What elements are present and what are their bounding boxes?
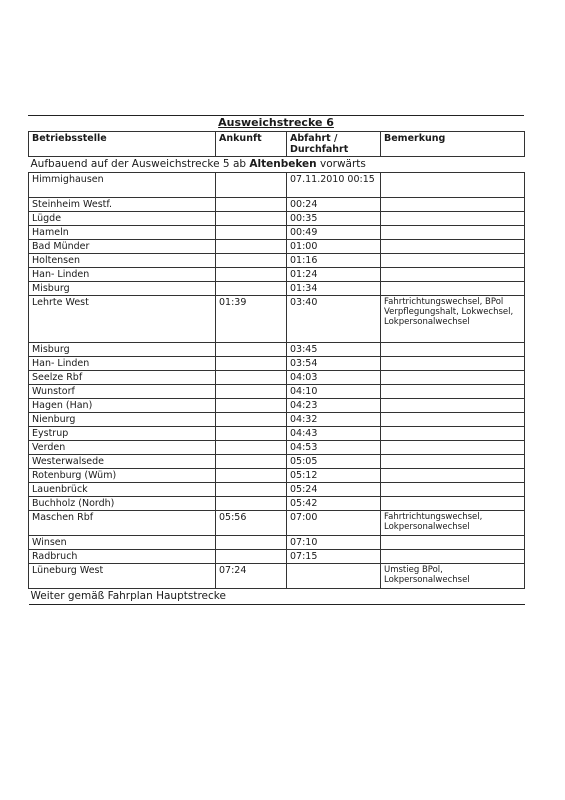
departure-cell: 07.11.2010 00:15 [287, 173, 381, 198]
station-cell: Wunstorf [29, 385, 216, 399]
table-row [29, 497, 525, 511]
table-row [29, 483, 525, 497]
station-cell: Han- Linden [29, 357, 216, 371]
remark-cell [381, 497, 525, 511]
station-cell: Nienburg [29, 413, 216, 427]
remark-cell [381, 455, 525, 469]
departure-cell: 04:10 [287, 385, 381, 399]
remark-cell [381, 357, 525, 371]
station-cell: Seelze Rbf [29, 371, 216, 385]
arrival-cell [216, 371, 287, 385]
arrival-cell [216, 413, 287, 427]
remark-cell [381, 427, 525, 441]
remark-cell [381, 212, 525, 226]
table-row [29, 343, 525, 357]
arrival-cell [216, 455, 287, 469]
table-row [29, 282, 525, 296]
remark-cell [381, 469, 525, 483]
arrival-cell [216, 268, 287, 282]
remark-cell [381, 550, 525, 564]
station-cell: Rotenburg (Wüm) [29, 469, 216, 483]
station-cell: Westerwalsede [29, 455, 216, 469]
station-cell: Eystrup [29, 427, 216, 441]
remark-cell [381, 483, 525, 497]
intro-text [29, 157, 525, 173]
departure-cell: 01:16 [287, 254, 381, 268]
table-row [29, 511, 525, 536]
remark-cell: Umstieg BPol, Lokpersonalwechsel [381, 564, 525, 589]
station-cell: Lügde [29, 212, 216, 226]
arrival-cell [216, 483, 287, 497]
departure-cell: 07:00 [287, 511, 381, 536]
arrival-cell: 01:39 [216, 296, 287, 343]
table-row [29, 173, 525, 198]
table-row [29, 198, 525, 212]
arrival-cell [216, 441, 287, 455]
departure-cell: 04:32 [287, 413, 381, 427]
intro-place: Altenbeken [249, 158, 317, 170]
station-cell: Han- Linden [29, 268, 216, 282]
intro-row [29, 157, 525, 173]
station-cell: Lauenbrück [29, 483, 216, 497]
station-cell: Maschen Rbf [29, 511, 216, 536]
station-cell: Himmighausen [29, 173, 216, 198]
arrival-cell [216, 427, 287, 441]
departure-cell: 05:24 [287, 483, 381, 497]
remark-cell [381, 343, 525, 357]
station-cell: Steinheim Westf. [29, 198, 216, 212]
table-row [29, 357, 525, 371]
arrival-cell [216, 173, 287, 198]
remark-cell [381, 240, 525, 254]
departure-cell: 07:10 [287, 536, 381, 550]
departure-cell: 03:40 [287, 296, 381, 343]
arrival-cell [216, 343, 287, 357]
station-cell: Radbruch [29, 550, 216, 564]
table-row [29, 254, 525, 268]
arrival-cell: 07:24 [216, 564, 287, 589]
remark-cell [381, 226, 525, 240]
arrival-cell [216, 550, 287, 564]
remark-cell [381, 198, 525, 212]
arrival-cell [216, 282, 287, 296]
station-cell: Misburg [29, 282, 216, 296]
departure-cell: 04:53 [287, 441, 381, 455]
table-row [29, 413, 525, 427]
arrival-cell [216, 212, 287, 226]
remark-cell: Fahrtrichtungswechsel, Lokpersonalwechsel [381, 511, 525, 536]
departure-cell: 04:43 [287, 427, 381, 441]
station-cell: Winsen [29, 536, 216, 550]
departure-cell: 03:45 [287, 343, 381, 357]
table-row [29, 385, 525, 399]
remark-cell [381, 399, 525, 413]
document-title: Ausweichstrecke 6 [28, 115, 524, 131]
departure-cell: 03:54 [287, 357, 381, 371]
departure-cell: 01:34 [287, 282, 381, 296]
header-arrival: Ankunft [216, 132, 287, 157]
remark-cell [381, 282, 525, 296]
arrival-cell [216, 198, 287, 212]
intro-prefix: Aufbauend auf der Ausweichstrecke 5 ab [30, 158, 250, 170]
arrival-cell [216, 497, 287, 511]
table-row [29, 212, 525, 226]
station-cell: Misburg [29, 343, 216, 357]
remark-cell: Fahrtrichtungswechsel, BPol Verpflegungshalt, Lokwechsel, Lokpersonalwechsel [381, 296, 525, 343]
departure-cell [287, 564, 381, 589]
departure-cell: 00:35 [287, 212, 381, 226]
remark-cell [381, 254, 525, 268]
table-row [29, 268, 525, 282]
station-cell: Bad Münder [29, 240, 216, 254]
arrival-cell [216, 254, 287, 268]
departure-cell: 00:49 [287, 226, 381, 240]
departure-cell: 04:03 [287, 371, 381, 385]
remark-cell [381, 173, 525, 198]
table-row [29, 536, 525, 550]
table-row [29, 469, 525, 483]
arrival-cell: 05:56 [216, 511, 287, 536]
arrival-cell [216, 240, 287, 254]
remark-cell [381, 371, 525, 385]
timetable-sheet [28, 115, 524, 605]
arrival-cell [216, 385, 287, 399]
table-row [29, 455, 525, 469]
header-departure: Abfahrt / Durchfahrt [287, 132, 381, 157]
table-row [29, 226, 525, 240]
timetable [28, 131, 525, 605]
station-cell: Lehrte West [29, 296, 216, 343]
station-cell: Hameln [29, 226, 216, 240]
station-cell: Verden [29, 441, 216, 455]
arrival-cell [216, 226, 287, 240]
header-remark: Bemerkung [381, 132, 525, 157]
arrival-cell [216, 469, 287, 483]
station-cell: Lüneburg West [29, 564, 216, 589]
table-row [29, 550, 525, 564]
header-station: Betriebsstelle [29, 132, 216, 157]
station-cell: Hagen (Han) [29, 399, 216, 413]
intro-suffix: vorwärts [316, 158, 366, 170]
table-row [29, 441, 525, 455]
remark-cell [381, 268, 525, 282]
arrival-cell [216, 399, 287, 413]
table-row [29, 427, 525, 441]
header-row [29, 132, 525, 157]
table-row [29, 371, 525, 385]
remark-cell [381, 441, 525, 455]
remark-cell [381, 385, 525, 399]
station-cell: Buchholz (Nordh) [29, 497, 216, 511]
station-cell: Holtensen [29, 254, 216, 268]
remark-cell [381, 536, 525, 550]
table-row [29, 564, 525, 589]
footer-row [29, 589, 525, 605]
departure-cell: 05:05 [287, 455, 381, 469]
table-row [29, 296, 525, 343]
departure-cell: 05:42 [287, 497, 381, 511]
departure-cell: 05:12 [287, 469, 381, 483]
arrival-cell [216, 536, 287, 550]
footer-text: Weiter gemäß Fahrplan Hauptstrecke [29, 589, 525, 605]
departure-cell: 00:24 [287, 198, 381, 212]
departure-cell: 04:23 [287, 399, 381, 413]
arrival-cell [216, 357, 287, 371]
table-row [29, 399, 525, 413]
departure-cell: 01:24 [287, 268, 381, 282]
table-row [29, 240, 525, 254]
departure-cell: 07:15 [287, 550, 381, 564]
departure-cell: 01:00 [287, 240, 381, 254]
remark-cell [381, 413, 525, 427]
